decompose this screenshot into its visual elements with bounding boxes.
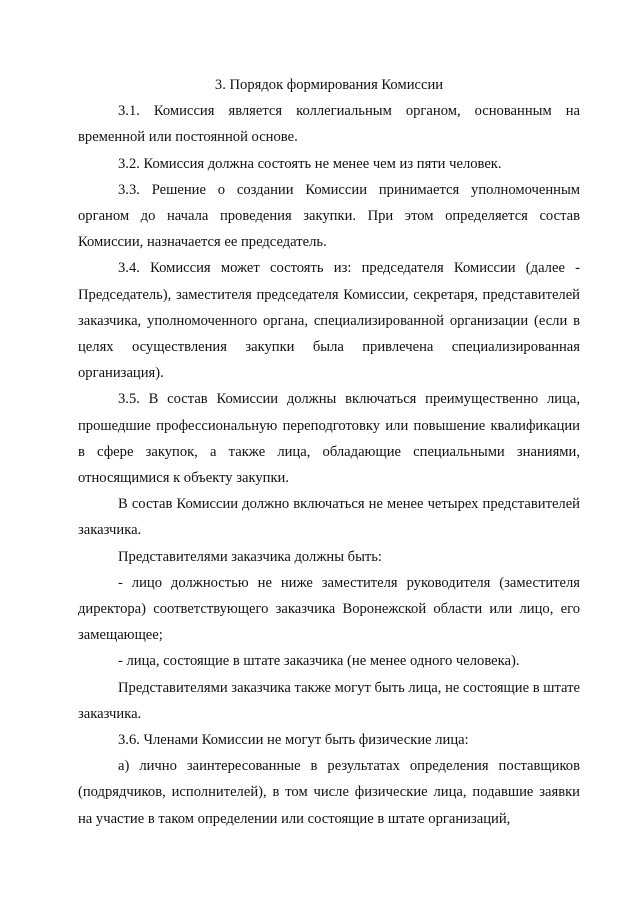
list-item-deputy-head: - лицо должностью не ниже заместителя руководителя (заместителя директора) соответствующего заказчика Воронежской области или лицо, его замещающее; <box>78 574 580 644</box>
list-item-a: а) лично заинтересованные в результатах определения поставщиков (подрядчиков, исполнителей), в том числе физические лица, подавшие заявки на участие в таком определении или состоящие в штате организаций, <box>78 758 580 827</box>
section-title: 3. Порядок формирования Комиссии <box>214 77 444 93</box>
paragraph-non-staff-reps: Представителями заказчика также могут быть лица, не состоящие в штате заказчика. <box>78 679 581 722</box>
paragraph-3-3: 3.3. Решение о создании Комиссии принимается уполномоченным органом до начала проведения закупки. При этом определяется состав Комиссии, назначается ее председатель. <box>78 181 580 251</box>
paragraph-3-2: 3.2. Комиссия должна состоять не менее чем из пяти человек. <box>118 155 502 172</box>
paragraph-3-6: 3.6. Членами Комиссии не могут быть физические лица: <box>118 732 469 749</box>
paragraph-customer-count: В состав Комиссии должно включаться не менее четырех представителей заказчика. <box>78 496 580 539</box>
paragraph-3-4: 3.4. Комиссия может состоять из: председателя Комиссии (далее - Председатель), заместителя председателя Комиссии, секретаря, представителей заказчика, уполномоченного органа, специализированной организации (если в целях осуществления закупки была привлечена специализированная организация). <box>78 260 580 382</box>
paragraph-3-5: 3.5. В состав Комиссии должны включаться преимущественно лица, прошедшие профессиональную переподготовку или повышение квалификации в сфере закупок, а также лица, обладающие специальными знаниями, относящимися к объекту закупки. <box>78 391 580 487</box>
document-page <box>78 72 580 832</box>
paragraph-customer-reps-intro: Представителями заказчика должны быть: <box>118 548 382 565</box>
list-item-staff: - лица, состоящие в штате заказчика (не менее одного человека). <box>118 653 520 670</box>
paragraph-3-1: 3.1. Комиссия является коллегиальным органом, основанным на временной или постоянной основе. <box>78 103 580 146</box>
